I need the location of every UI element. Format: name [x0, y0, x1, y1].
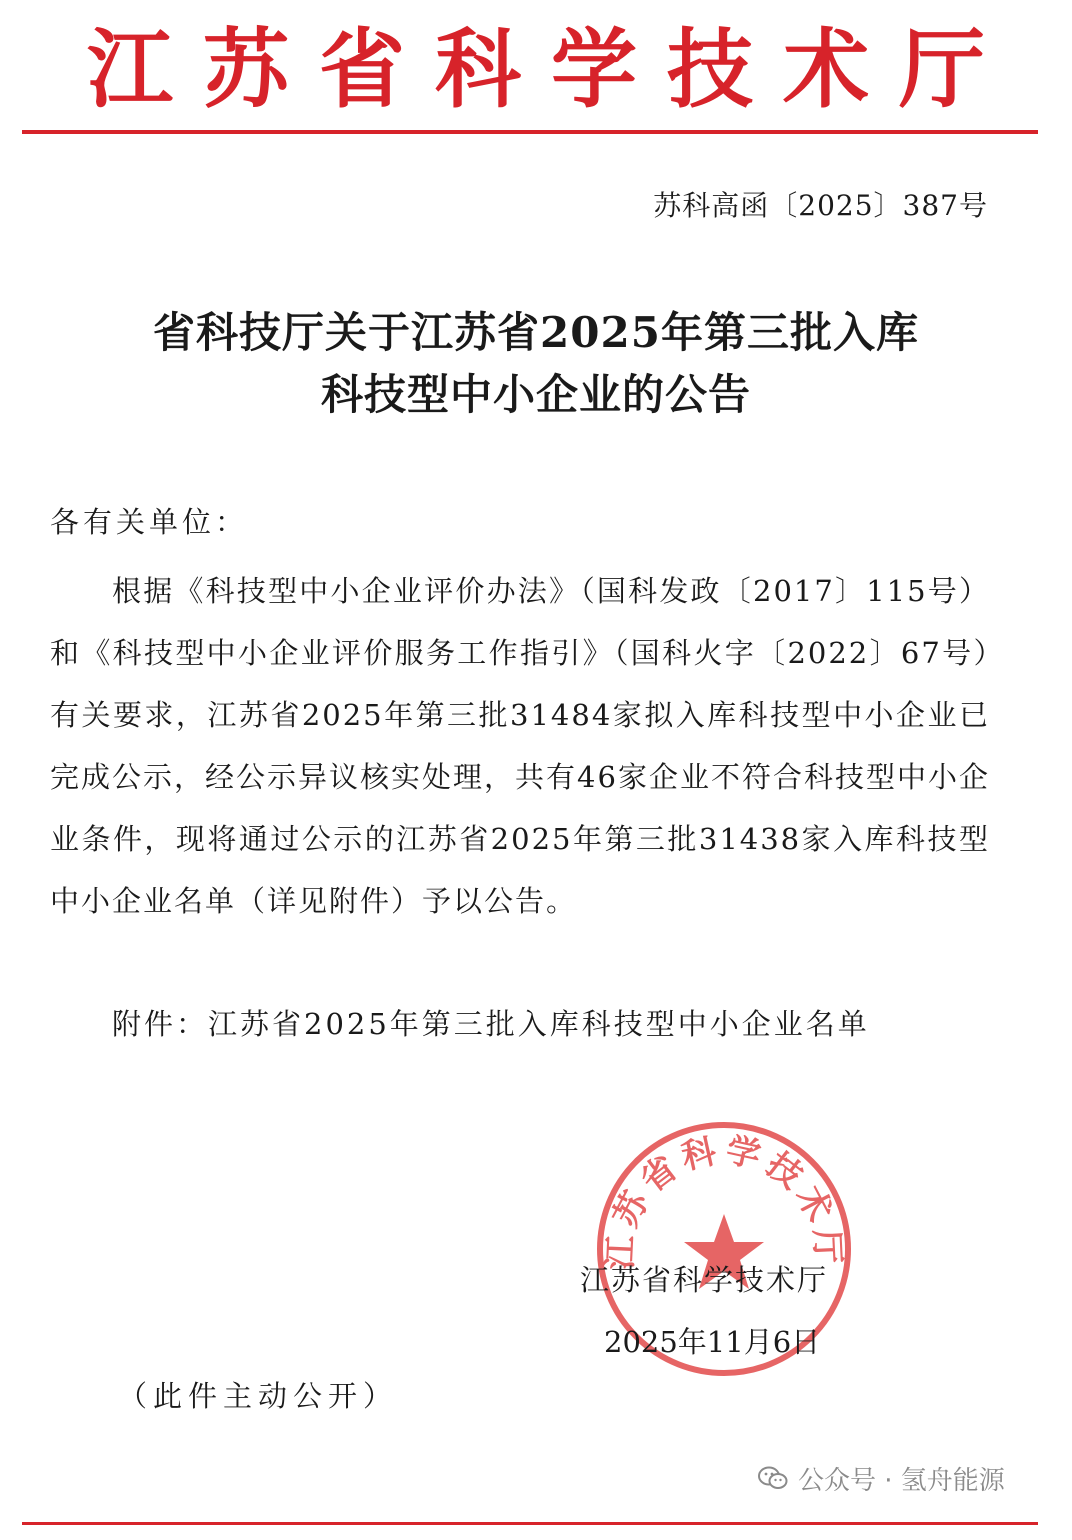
wechat-icon: [758, 1465, 788, 1491]
letterhead-agency-name: 江苏省科学技术厅: [87, 19, 1015, 120]
public-disclosure-note: （此件主动公开）: [118, 1379, 399, 1413]
seal-text: 江苏省科学技术厅: [600, 1130, 848, 1271]
salutation: 各有关单位：: [50, 505, 249, 539]
document-number: 苏科高函〔2025〕387号: [653, 189, 988, 222]
document-title-line-2: 科技型中小企业的公告: [320, 370, 751, 419]
letterhead-red-rule: [22, 130, 1038, 134]
attachment-line: 附件：江苏省2025年第三批入库科技型中小企业名单: [112, 1007, 870, 1041]
document-title-line-1: 省科技厅关于江苏省2025年第三批入库: [153, 308, 919, 357]
issue-date: 2025年11月6日: [604, 1325, 821, 1359]
issuer-name: 江苏省科学技术厅: [580, 1263, 829, 1297]
wechat-watermark: [758, 1458, 1005, 1498]
watermark-text: 公众号 · 氢舟能源: [798, 1465, 1005, 1496]
body-paragraph: 根据《科技型中小企业评价办法》（国科发政〔2017〕115号）和《科技型中小企业评价服务工作指引》（国科火字〔2022〕67号）有关要求，江苏省2025年第三批31484家拟入库科技型中小企业已完成公示，经公示异议核实处理，共有46家企业不符合科技型中小企业条件，现将通过公示的江苏省2025年第三批31438家入库科技型中小企业名单（详见附件）予以公告。: [50, 574, 990, 918]
footer-red-rule: [22, 1522, 1038, 1525]
